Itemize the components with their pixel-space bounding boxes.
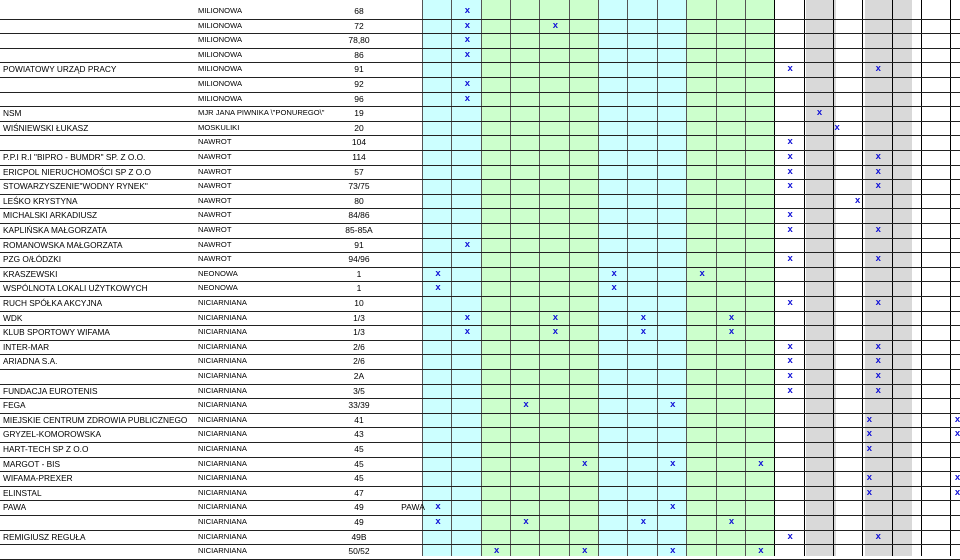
row-street: MILIONOWA [198,79,243,88]
row-mark: x [866,413,873,425]
row-mark: x [787,63,793,75]
row-mark: x [670,501,676,513]
row-mark: x [875,165,881,177]
row-street: NICIARNIANA [198,546,247,556]
row-number: 96 [354,93,364,104]
row-number: 20 [354,122,364,133]
row-mark: x [787,355,793,367]
row-number: 104 [351,137,367,148]
row-street: NAWROT [198,225,232,234]
row-number: 2A [353,371,365,381]
row-mark: x [834,121,840,133]
row-street: MILIONOWA [198,20,243,30]
row-extra [396,471,430,486]
row-mark: x [954,428,960,440]
row-street: NICIARNIANA [198,400,247,410]
row-street: NICIARNIANA [198,327,247,337]
row-number: 72 [354,20,364,31]
row-name: MIEJSKIE CENTRUM ZDROWIA PUBLICZNEGO [3,414,188,425]
row-mark: x [552,19,559,31]
row-mark: x [875,63,881,75]
row-extra [396,238,430,253]
row-name [3,92,193,107]
row-number: 3/5 [353,385,365,396]
row-number: 114 [352,152,366,162]
row-street: NEONOWA [198,283,238,293]
row-mark: x [866,486,873,498]
grid-column-line [833,0,834,556]
row-extra [396,121,430,136]
row-number: 43 [354,429,364,440]
row-mark: x [464,92,470,104]
row-number: 57 [354,166,364,177]
row-mark: x [787,370,793,381]
row-mark: x [670,399,676,411]
row-name: WIFAMA-PREXER [3,473,73,484]
row-street: NICIARNIANA [198,414,247,424]
row-name: PAWA [3,502,27,513]
row-extra: PAWA [401,502,425,513]
row-number: 49B [351,531,367,542]
row-mark: x [875,355,881,367]
row-name: KAPLIŃSKA MAŁGORZATA [3,225,107,235]
row-number: 73/75 [348,181,370,192]
row-mark: x [954,413,960,425]
row-number: 91 [354,239,364,250]
row-mark: x [787,165,793,177]
row-extra [396,457,430,472]
row-mark: x [611,282,617,294]
row-name: P.P.I R.I "BIPRO - BUMDR" SP. Z O.O. [3,152,146,162]
row-number: 19 [354,108,364,119]
row-extra [396,135,430,150]
row-number: 92 [354,79,364,89]
grid-column-line [892,0,893,556]
row-street: MILIONOWA [198,49,243,59]
row-number: 84/86 [348,210,370,221]
row-name [3,369,193,384]
row-mark: x [640,326,647,338]
row-mark: x [875,340,881,352]
row-number: 94/96 [348,254,370,265]
row-street: NAWROT [198,239,232,249]
row-mark: x [464,19,470,31]
row-name: NSM [3,108,22,119]
row-name: WSPÓLNOTA LOKALI UŻYTKOWYCH [3,283,148,294]
row-mark: x [552,326,559,338]
row-mark: x [670,545,676,557]
row-number: 91 [354,64,364,75]
row-extra [396,77,430,92]
grid-column-line [774,0,775,556]
row-extra [396,208,430,223]
row-mark: x [787,530,793,542]
row-number: 80 [354,195,364,206]
row-mark: x [523,516,529,527]
row-street: MILIONOWA [198,93,243,103]
row-number: 2/6 [353,356,365,367]
row-number: 86 [354,49,364,60]
row-mark: x [875,224,881,235]
row-mark: x [728,326,735,338]
row-name: KRASZEWSKI [3,268,58,279]
row-street: NICIARNIANA [198,458,247,468]
row-street: NICIARNIANA [198,429,247,439]
row-extra [396,19,430,34]
row-mark: x [464,78,470,89]
row-extra [396,427,430,442]
row-mark: x [699,267,705,279]
row-number: 33/39 [348,400,370,411]
row-name: HART-TECH SP Z O.O [3,444,89,454]
row-number: 47 [354,487,364,498]
row-number: 1/3 [353,312,365,323]
row-name: MICHALSKI ARKADIUSZ [3,210,98,221]
grid-column-line [539,0,540,556]
row-name: PZG O/ŁÓDZKI [3,254,62,265]
row-extra [396,486,430,501]
grid-column-line [510,0,511,556]
row-mark: x [494,545,500,557]
row-mark: x [464,326,470,338]
row-extra [396,311,430,326]
row-name [3,48,193,63]
row-extra [396,325,430,340]
row-mark: x [866,428,873,440]
row-street: NICIARNIANA [198,312,247,322]
row-street: NAWROT [198,210,232,220]
row-street: NAWROT [198,137,232,147]
row-name: ELINSTAL [3,487,42,498]
row-number: 1/3 [353,327,365,338]
row-mark: x [866,472,873,484]
row-name: WIŚNIEWSKI ŁUKASZ [3,122,89,133]
row-street: MOSKULIKI [198,122,240,132]
row-extra [396,296,430,311]
row-mark: x [464,48,470,60]
row-extra [396,223,430,238]
row-name [3,77,193,92]
row-mark: x [582,457,588,469]
row-number: 85-85A [345,225,373,235]
row-number: 68 [354,6,364,16]
row-name: STOWARZYSZENIE"WODNY RYNEK" [3,181,148,192]
row-mark: x [787,180,793,192]
row-extra [396,442,430,457]
row-mark: x [954,486,960,498]
row-street: NICIARNIANA [198,487,247,497]
row-mark: x [435,282,441,294]
row-mark: x [611,267,617,279]
grid-column-line [569,0,570,556]
row-mark: x [875,370,881,381]
row-street: NAWROT [198,181,232,191]
row-name: RUCH SPÓŁKA AKCYJNA [3,298,103,308]
row-mark: x [875,151,881,162]
row-name [3,135,193,150]
row-street: NICIARNIANA [198,444,247,453]
row-street: NAWROT [198,254,232,264]
row-street: NICIARNIANA [198,298,247,307]
row-mark: x [758,457,764,469]
row-number: 41 [354,414,364,425]
column-fill [806,0,835,556]
row-mark: x [875,384,881,396]
row-mark: x [435,267,441,279]
row-mark: x [552,311,559,323]
row-mark: x [523,399,529,411]
row-name: ERICPOL NIERUCHOMOŚCI SP Z O.O [3,166,151,177]
row-street: NEONOWA [198,268,238,278]
row-name [3,19,193,34]
row-mark: x [787,384,793,396]
row-extra [396,530,430,545]
row-number: 45 [354,444,364,454]
row-extra [396,398,430,413]
row-extra [396,150,430,165]
row-name: WDK [3,312,23,323]
grid-column-line [745,0,746,556]
row-street: MJR JANA PIWNIKA \"PONUREGO\" [198,108,325,118]
row-mark: x [758,545,764,557]
row-mark: x [464,34,470,46]
row-mark: x [464,311,470,323]
row-mark: x [787,209,793,221]
row-street: NICIARNIANA [198,517,247,526]
row-number: 1 [356,283,362,294]
row-number: 78,80 [348,35,370,46]
row-mark: x [787,151,793,162]
row-number: 1 [356,268,362,279]
row-extra [396,544,430,559]
column-fill [774,0,803,556]
row-mark: x [875,297,881,308]
row-mark: x [866,443,873,454]
row-number: 45 [354,458,364,469]
row-street: NICIARNIANA [198,356,247,366]
row-street: NAWROT [198,195,232,205]
row-extra [396,340,430,355]
row-extra [396,413,430,428]
row-name: FEGA [3,400,26,411]
row-mark: x [787,224,793,235]
row-extra [396,48,430,63]
row-name: POWIATOWY URZĄD PRACY [3,64,117,75]
row-number: 49 [354,502,364,513]
row-extra [396,33,430,48]
row-mark: x [875,180,881,192]
row-number: 49 [354,517,364,527]
row-extra [396,369,430,384]
row-street: MILIONOWA [198,64,243,74]
row-name: GRYZEL-KOMOROWSKA [3,429,102,440]
row-mark: x [855,194,861,206]
row-extra [396,354,430,369]
row-street: MILIONOWA [198,6,243,15]
row-street: NICIARNIANA [198,385,247,395]
row-extra [396,165,430,180]
row-mark: x [954,472,960,484]
grid-column-line [921,0,922,556]
grid-column-line [657,0,658,556]
row-name: ROMANOWSKA MAŁGORZATA [3,239,123,250]
row-extra [396,179,430,194]
row-extra [396,62,430,77]
row-name: LEŚKO KRYSTYNA [3,195,78,206]
row-mark: x [787,253,793,265]
row-mark: x [640,311,647,323]
row-extra [396,384,430,399]
row-street: NAWROT [198,166,232,176]
row-number: 2/6 [353,341,365,352]
row-extra [396,106,430,121]
row-mark: x [875,253,881,265]
row-mark: x [582,545,588,557]
row-extra [396,4,430,19]
row-mark: x [670,457,676,469]
row-name [3,4,193,19]
row-mark: x [787,297,793,308]
row-number: 50/52 [348,546,370,557]
row-extra [396,194,430,209]
row-extra [396,92,430,107]
row-mark: x [464,238,470,250]
row-street: NICIARNIANA [198,502,247,512]
row-street: NICIARNIANA [198,341,247,351]
row-street: NICIARNIANA [198,371,247,380]
row-number: 10 [354,298,364,308]
row-street: NAWROT [198,152,232,161]
grid-column-line [804,0,805,556]
row-street: MILIONOWA [198,35,243,45]
row-mark: x [435,501,441,513]
row-name: REMIGIUSZ REGUŁA [3,531,86,542]
row-mark: x [787,136,793,148]
row-extra [396,252,430,267]
row-street: NICIARNIANA [198,473,247,483]
row-mark: x [816,107,823,119]
row-street: NICIARNIANA [198,531,247,541]
row-name: ARIADNA S.A. [3,356,58,367]
row-number: 45 [354,473,364,484]
row-mark: x [728,311,735,323]
row-name: INTER-MAR [3,341,50,352]
row-mark: x [728,516,735,527]
row-name [3,515,193,530]
row-mark: x [464,5,470,16]
row-name: KLUB SPORTOWY WIFAMA [3,327,110,338]
row-mark: x [875,530,881,542]
row-name [3,33,193,48]
row-name: FUNDACJA EUROTENIS [3,385,98,396]
row-mark: x [435,516,441,527]
row-name [3,544,193,559]
row-mark: x [787,340,793,352]
row-mark: x [640,516,647,527]
row-name: MARGOT - BIS [3,458,61,469]
